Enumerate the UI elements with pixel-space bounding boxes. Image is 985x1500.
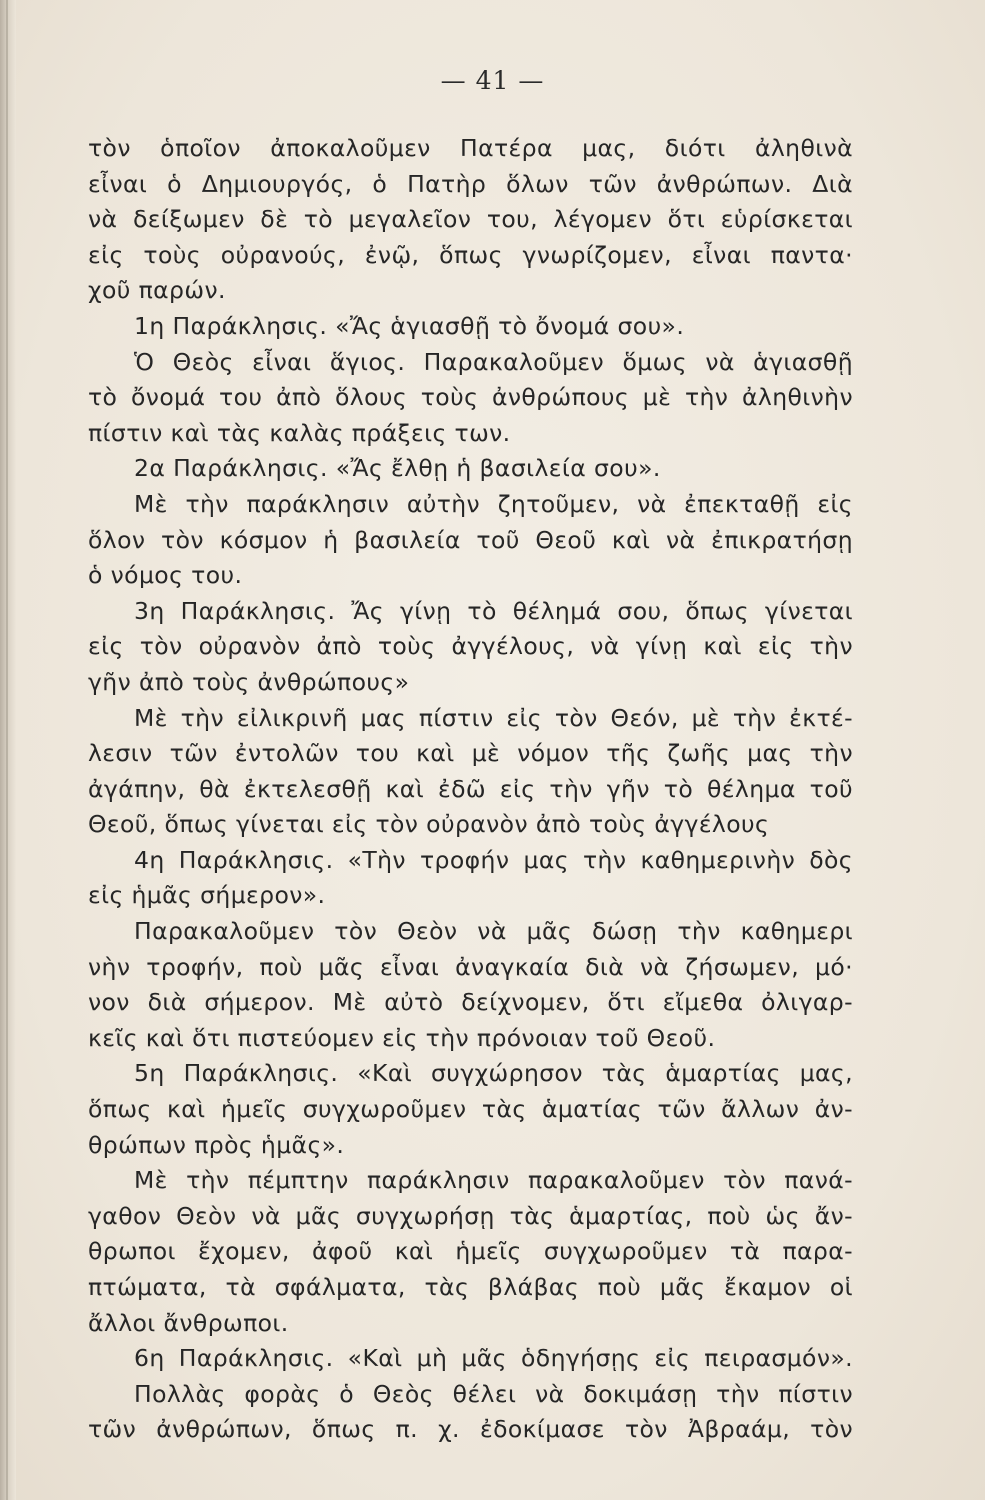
text-line: 2α Παράκλησις. «Ἄς ἔλθῃ ἡ βασιλεία σου». [134,454,661,483]
book-spine-shadow [0,0,16,1500]
text-line: εἰς ἡμᾶς σήμερον». [88,881,326,910]
text-line: Πολλὰς φορὰς ὁ Θεὸς θέλει νὰ δοκιμάσῃ τὴν πίστιν [134,1379,853,1408]
binding-line [6,0,8,1500]
text-line: Θεοῦ, ὅπως γίνεται εἰς τὸν οὐρανὸν ἀπὸ τοὺς ἀγγέλους [88,810,770,839]
text-line: πτώματα, τὰ σφάλματα, τὰς βλάβας ποὺ μᾶς ἔκαμον οἱ [88,1273,853,1301]
text-line: χοῦ παρών. [88,276,226,305]
text-line: πίστιν καὶ τὰς καλὰς πράξεις των. [88,418,511,447]
text-line: Παρακαλοῦμεν τὸν Θεὸν νὰ μᾶς δώσῃ τὴν καθημερι [134,917,853,946]
text-line: 1η Παράκλησις. «Ἄς ἁγιασθῇ τὸ ὄνομά σου». [134,311,685,340]
text-line: γαθον Θεὸν νὰ μᾶς συγχωρήσῃ τὰς ἁμαρτίας, ποὺ ὡς ἄν- [88,1201,853,1230]
text-line: λεσιν τῶν ἐντολῶν του καὶ μὲ νόμον τῆς ζωῆς μας τὴν [88,739,853,768]
text-line: γῆν ἀπὸ τοὺς ἀνθρώπους» [88,667,410,696]
body-text [88,131,853,1448]
text-line: ὅπως καὶ ἡμεῖς συγχωροῦμεν τὰς ἁματίας τῶν ἄλλων ἀν- [88,1095,853,1124]
text-line: τὸ ὄνομά του ἀπὸ ὅλους τοὺς ἀνθρώπους μὲ τὴν ἀληθινὴν [88,383,853,412]
text-line: 6η Παράκλησις. «Καὶ μὴ μᾶς ὁδηγήσῃς εἰς πειρασμόν». [134,1344,853,1373]
text-line: κεῖς καὶ ὅτι πιστεύομεν εἰς τὴν πρόνοιαν τοῦ Θεοῦ. [88,1023,716,1052]
text-line: νὴν τροφήν, ποὺ μᾶς εἶναι ἀναγκαία διὰ νὰ ζήσωμεν, μό· [88,952,853,981]
text-line: Μὲ τὴν παράκλησιν αὐτὴν ζητοῦμεν, νὰ ἐπεκταθῇ εἰς [134,489,853,518]
text-line: Μὲ τὴν εἰλικρινῆ μας πίστιν εἰς τὸν Θεόν, μὲ τὴν ἐκτέ- [134,703,853,732]
text-line: νὰ δείξωμεν δὲ τὸ μεγαλεῖον του, λέγομεν ὅτι εὑρίσκεται [88,205,853,234]
text-line: 3η Παράκλησις. Ἄς γίνῃ τὸ θέλημά σου, ὅπως γίνεται [134,596,853,625]
text-line: ἄλλοι ἄνθρωποι. [88,1308,289,1337]
text-line: Ὁ Θεὸς εἶναι ἅγιος. Παρακαλοῦμεν ὅμως νὰ ἁγιασθῇ [134,347,853,376]
text-line: Μὲ τὴν πέμπτην παράκλησιν παρακαλοῦμεν τὸν πανά- [134,1166,853,1195]
text-line: τῶν ἀνθρώπων, ὅπως π. χ. ἐδοκίμασε τὸν Ἀβραάμ, τὸν [88,1415,853,1444]
text-line: θρωποι ἔχομεν, ἀφοῦ καὶ ἡμεῖς συγχωροῦμεν τὰ παρα- [88,1237,853,1266]
text-line: εἶναι ὁ Δημιουργός, ὁ Πατὴρ ὅλων τῶν ἀνθρώπων. Διὰ [88,169,853,198]
text-line: εἰς τοὺς οὐρανούς, ἐνῷ, ὅπως γνωρίζομεν, εἶναι παντα· [88,240,853,269]
text-line: ὅλον τὸν κόσμον ἡ βασιλεία τοῦ Θεοῦ καὶ νὰ ἐπικρατήσῃ [88,525,853,554]
text-line: 5η Παράκλησις. «Καὶ συγχώρησον τὰς ἁμαρτίας μας, [134,1059,853,1088]
text-line: ὁ νόμος του. [88,561,243,590]
page-number: — 41 — [440,66,545,95]
text-line: 4η Παράκλησις. «Τὴν τροφήν μας τὴν καθημερινὴν δὸς [134,845,853,874]
text-line: θρώπων πρὸς ἡμᾶς». [88,1130,345,1159]
text-line: νον διὰ σήμερον. Μὲ αὐτὸ δείχνομεν, ὅτι εἴμεθα ὀλιγαρ- [88,988,853,1017]
text-line: ἀγάπην, θὰ ἐκτελεσθῇ καὶ ἐδῶ εἰς τὴν γῆν τὸ θέλημα τοῦ [88,774,853,803]
text-line: εἰς τὸν οὐρανὸν ἀπὸ τοὺς ἀγγέλους, νὰ γίνῃ καὶ εἰς τὴν [88,632,853,661]
text-line: τὸν ὁποῖον ἀποκαλοῦμεν Πατέρα μας, διότι ἀληθινὰ [88,134,853,162]
